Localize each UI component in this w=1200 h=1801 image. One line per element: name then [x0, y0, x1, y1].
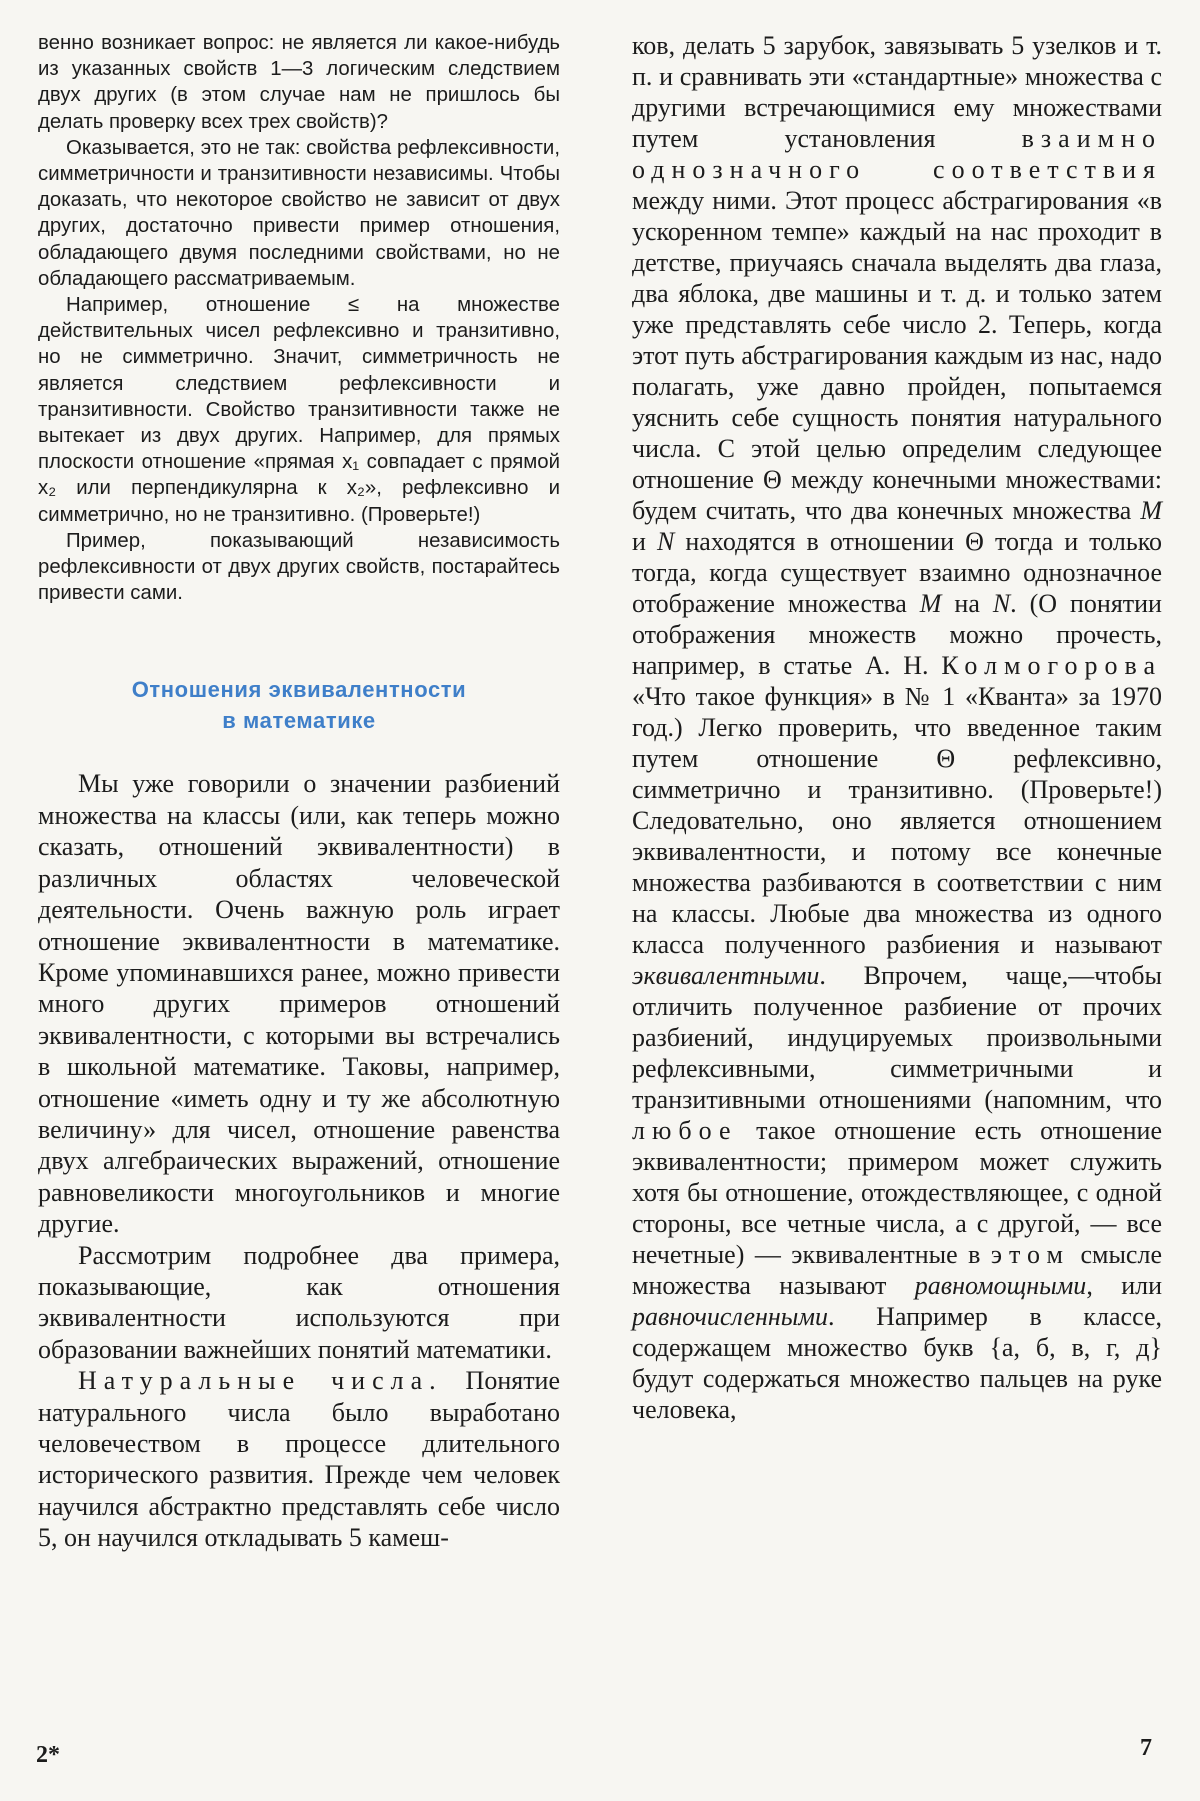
- right-column: [632, 30, 1162, 1425]
- text-run: «Что такое функция» в № 1 «Кванта» за 1970 год.) Легко проверить, что введенное таким путем отношение Θ рефлексивно, симметрично и транзитивно. (Проверьте!) Следовательно, оно является отношением эквивалентности, и потому все конечные множества разбиваются в соответствии с ним на классы. Любые два множества из одного класса полученного разбиения и называют: [632, 682, 1162, 959]
- intro-paragraph: Оказывается, это не так: свойства рефлексивности, симметричности и транзитивности независимы. Чтобы доказать, что некоторое свойство не зависит от двух других, достаточно привести пример отношения, обладающего двумя последними свойствами, но не обладающего рассматриваемым.: [38, 136, 560, 290]
- spaced-term: любое: [632, 1116, 738, 1145]
- text-run: между ними. Этот процесс абстрагирования «в ускоренном темпе» каждый на нас проходит в детстве, приучаясь сначала выделять два глаза, два яблока, две машины и т. д. и только затем уже представлять себе число 2. Теперь, когда этот путь абстрагирования каждым из нас, надо полагать, уже давно пройден, попытаемся уяснить себе сущность понятия натурального числа. С этой целью определим следующее отношение Θ между конечными множествами: будем считать, что два конечных множества: [632, 186, 1162, 525]
- left-column: [38, 30, 560, 1554]
- italic-term: равночисленными: [632, 1302, 828, 1331]
- natural-numbers-term: Натуральные числа.: [78, 1366, 443, 1396]
- text-run: такое отношение есть отношение эквивалентности; примером может служить хотя бы отношение, отождествляющее, с одной стороны, все четные числа, а с другой, — все нечетные) — эквивалентные в: [632, 1116, 1162, 1269]
- math-variable: M: [919, 589, 942, 618]
- page-number: 7: [1140, 1735, 1152, 1761]
- text-run: . Впрочем, чаще,—чтобы отличить полученное разбиение от прочих разбиений, индуцируемых произвольными рефлексивными, симметричными и транзитивными отношениями (напомним, что: [632, 961, 1162, 1114]
- text-run: смысле множества называют: [632, 1240, 1162, 1300]
- italic-term: равномощными: [914, 1271, 1087, 1300]
- spaced-term: взаимно однозначного соответствия: [632, 124, 1162, 184]
- text-run: , или: [1086, 1271, 1163, 1300]
- math-variable: N: [992, 589, 1011, 618]
- text-run: и: [632, 527, 657, 556]
- body-paragraph: Мы уже говорили о значении разбиений множества на классы (или, как теперь можно сказать, отношений эквивалентности) в различных областях человеческой деятельности. Очень важную роль играет отношение эквивалентности в математике. Кроме упоминавшихся ранее, можно привести много других примеров отношений эквивалентности, с которыми вы встречались в школьной математике. Таковы, например, отношение «иметь одну и ту же абсолютную величину» для чисел, отношение равенства двух алгебраических выражений, отношение равновеликости многоугольников и многие другие.: [38, 769, 560, 1239]
- intro-block: [38, 30, 560, 606]
- continued-paragraph: [632, 30, 1162, 1425]
- text-run: . Например в классе, содержащем множество букв {а, б, в, г, д} будут содержаться множество пальцев на руке человека,: [632, 1302, 1162, 1424]
- text-run: на: [941, 589, 993, 618]
- section-heading-line: в математике: [222, 708, 376, 734]
- natural-numbers-paragraph: [38, 1365, 560, 1553]
- section-heading: [38, 674, 560, 736]
- text-run: ков, делать 5 зарубок, завязывать 5 узелков и т. п. и сравнивать эти «стандартные» множества с другими встречающимися ему множествами путем установления: [632, 31, 1162, 153]
- italic-term: эквивалентными: [632, 961, 820, 990]
- math-variable: N: [656, 527, 675, 556]
- text-run: находятся в отношении Θ тогда и только тогда, когда существует взаимно однозначное отображение множества: [632, 527, 1162, 618]
- spaced-term: этом: [990, 1240, 1071, 1269]
- math-variable: M: [1140, 496, 1162, 525]
- natural-numbers-text: Понятие натурального числа было выработано человечеством в процессе длительного исторического развития. Прежде чем человек научился абстрактно представлять себе число 5, он научился откладывать 5 камеш-: [38, 1366, 561, 1553]
- signature-mark: 2*: [36, 1742, 60, 1768]
- text-run: . (О понятии отображения множеств можно прочесть, например, в статье А. Н.: [632, 589, 1162, 680]
- intro-paragraph: Например, отношение ≤ на множестве действительных чисел рефлексивно и транзитивно, но не симметрично. Значит, симметричность не является следствием рефлексивности и транзитивности. Свойство транзитивности также не вытекает из двух других. Например, для прямых плоскости отношение «прямая x₁ совпадает с прямой x₂ или перпендикулярна к x₂», рефлексивно и симметрично, но не транзитивно. (Проверьте!): [38, 294, 560, 526]
- body-paragraph: Рассмотрим подробнее два примера, показывающие, как отношения эквивалентности используются при образовании важнейших понятий математики.: [38, 1240, 560, 1364]
- intro-paragraph: венно возникает вопрос: не является ли какое-нибудь из указанных свойств 1—3 логическим следствием двух других (в этом случае нам не пришлось бы делать проверку всех трех свойств)?: [38, 32, 560, 133]
- section-heading-line: Отношения эквивалентности: [131, 677, 467, 703]
- author-name: Колмогорова: [941, 651, 1162, 680]
- main-text-block: [38, 768, 560, 1553]
- intro-paragraph: Пример, показывающий независимость рефлексивности от двух других свойств, постарайтесь привести сами.: [38, 529, 560, 605]
